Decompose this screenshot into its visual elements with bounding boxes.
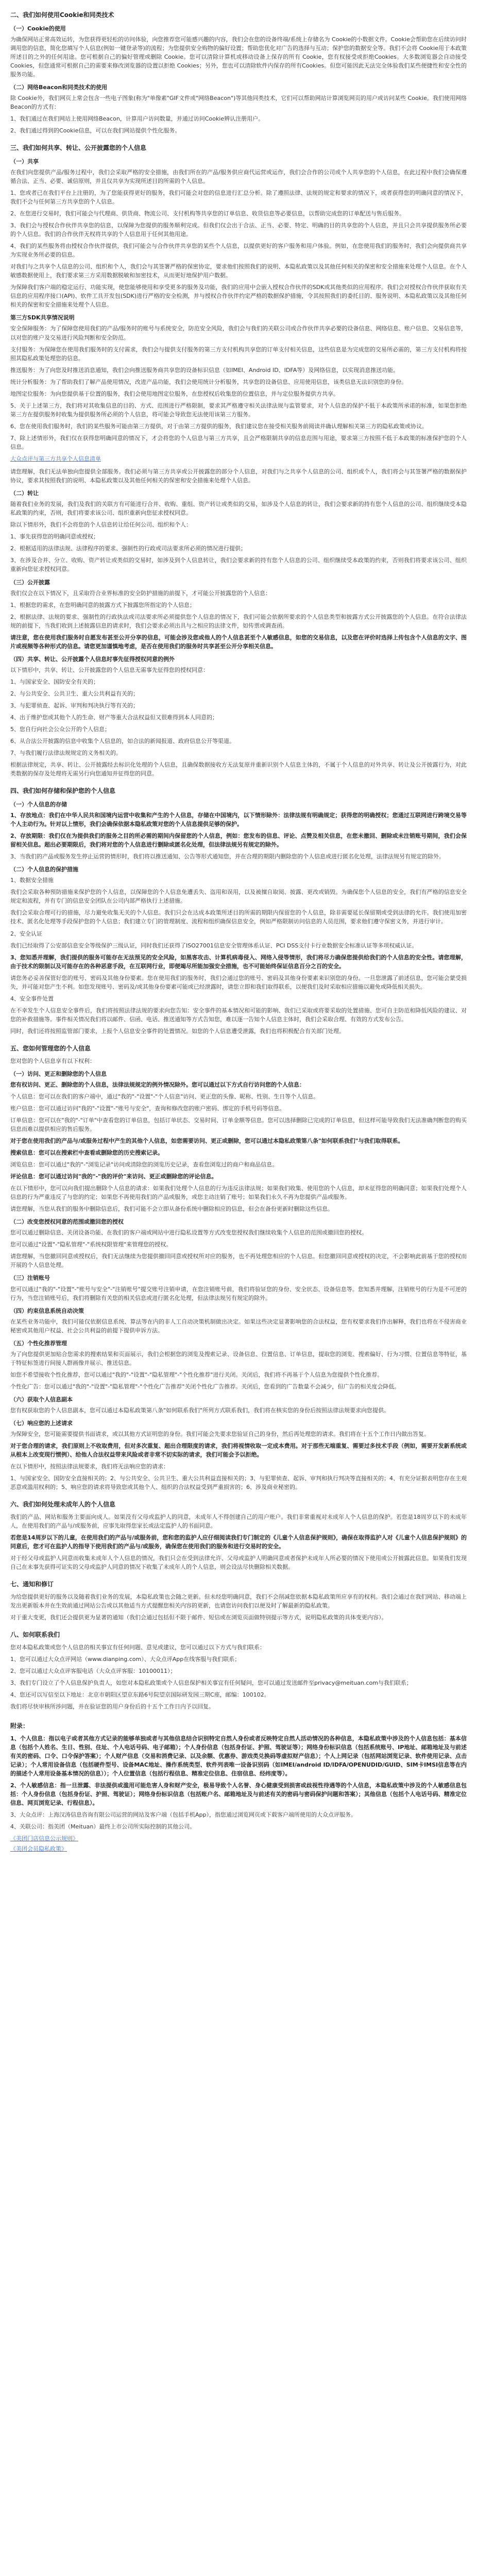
paragraph: 我们会采取各种预防措施来保护您的个人信息，以保障您的个人信息免遭丢失、盗用和误用，以及被擅自取阅、披露、更改或销毁。为确保您个人信息的安全，我们有严格的信息安全规定和流程，并有专门的信息安全团队在公司内部严格执行上述措施。: [10, 889, 467, 905]
subsection-title: 第三方SDK共享情况说明: [10, 314, 75, 321]
paragraph: 7、与我们履行法律法规规定的义务相关的。: [10, 750, 122, 757]
paragraph: 3、在涉及合并、分立、收购、资产转让或类似的交易时，如涉及到个人信息转让，我们会要求新的持有您个人信息的公司、组织继续受本政策的约束，否则我们将要求该公司、组织重新向您征求授权同意。: [10, 557, 467, 573]
subsection-title: （四）约束信息系统自动决策: [10, 1307, 84, 1314]
paragraph: 我们会采取合理可行的措施，尽力避免收集无关的个人信息。我们只会在达成本政策所述目的所需的期限内保留您的个人信息，除非需要延长保留期或受到法律的允许。我们使用加密技术、匿名化处理等手段保护您的个人信息；我们建立专门的管理制度、流程和组织确保信息安全，例如严格限制访问信息的人员范围，要求他们遵守保密义务，并进行审计。: [10, 909, 467, 925]
paragraph: 3、您知悉并理解，我们提供的服务可能存在无法预见的安全风险，如黑客攻击、计算机病毒侵入、网络入侵等情形，我们将尽力确保您提供给我们的个人信息的安全性。请您理解，由于技术的限制以及可能存在的各种恶意手段，在互联网行业，即便竭尽所能加强安全措施，也不可能始终保证信息百分之百的安全。: [10, 954, 467, 970]
paragraph: 1、您或者已在我们平台上注册的，为了您能获得更好的服务，我们可能会对您的信息进行汇总分析。除了遵照法律、法规的规定和要求的情况下，或者获得您的明确同意的情况下，我们不会与任何第三方共享您的个人信息。: [10, 189, 467, 205]
paragraph: 您有权访问、更正、删除您的个人信息，法律法规规定的例外情况除外。您可以通过以下方式自行访问您的个人信息：: [10, 1081, 305, 1088]
paragraph: 在某些业务功能中，我们可能仅依据信息系统、算法等在内的非人工自动决策机制做出决定。如果这些决定显著影响您的合法权益，您有权要求我们作出解释，我们也将在不侵害商业秘密或其他用户权益、社会公共利益的前提下提供申诉方法。: [10, 1318, 467, 1334]
paragraph: 请您理解，当您从我们的服务中删除信息后，我们可能不会立即从备份系统中删除相应的信息，但会在备份更新时删除这些信息。: [10, 1206, 333, 1213]
section-title: 二、我们如何使用Cookie和同类技术: [10, 11, 114, 19]
subsection-title: （三）公开披露: [10, 579, 50, 586]
paragraph: 为确保网站正常高效运转，为您获得更轻松的访问体验，向您推荐您可能感兴趣的内容，我们会在您的设备终端/系统上存储名为 Cookie的小数据文件。Cookie会帮助您在后续访问时调用您的信息，简化您填写个人信息(例如一键登录等)的流程；为您提供安全购物的偏好设置；帮助您优化对广告的选择与互动；保护您的数据安全等。我们不会将 Cookie用于本政策所述目的之外的任何用途。您可根据自己的偏好管理或删除 Cookie。您可以清除计算机或移动设备上保存的所有 Cookie，您有权接受或拒绝Cookies。大多数浏览器会自动接受Cookies，但您通常可根据自己的需要来修改浏览器的设置以拒绝 Cookies；另外，您也可以清除软件内保存的所有Cookies。但您可能因此无法完全体验我们某些便捷性和安全性的服务功能。: [10, 36, 467, 78]
paragraph: 以下情形中，共享、转让、公开披露您的个人信息无需事先征得您的授权同意：: [10, 666, 209, 673]
paragraph: 2、在您进行交易时，我们可能会与代理商、供货商、物流公司、支付机构等共享您的订单信息、收货信息等必要信息，以帮助完成您的订单配送与售后服务。: [10, 210, 405, 217]
paragraph: 5、关于上述第三方，我们将对其收集信息的目的、方式、范围进行严格限制，要求其严格遵守相关法律法规与监管要求，对个人信息的保护不低于本政策所承诺的标准，如果您拒绝第三方在提供服务时收集为提供服务所必须的个人信息，将可能会导致您无法使用该第三方服务。: [10, 402, 467, 418]
subsection-title: （六）获取个人信息副本: [10, 1396, 73, 1403]
section-title: 八、如何联系我们: [10, 1631, 60, 1639]
related-policy-link[interactable]: 《美团门店信息公示规则》: [10, 1835, 78, 1842]
paragraph: 为保障安全，您可能需要提供书面请求，或以其他方式证明您的身份。我们可能会先要求您验证自己的身份，然后再处理您的请求。我们将在十五个工作日内做出答复。: [10, 1431, 430, 1438]
paragraph: 除 Cookie外，我们网页上常会包含一些电子图象(称为"单像素"GIF文件或"网络Beacon")等其他同类技术，它们可以帮助网站计算浏览网页的用户或访问某些 Cookie。我们使用网络Beacon的方式有：: [10, 94, 467, 110]
paragraph: 在以下情形中，按照法律法规要求，我们将无法响应您的请求：: [10, 1463, 169, 1470]
paragraph: 1、我们通过在我们网站上使用网络Beacon，计算用户访问数量，并通过访问Cookie辨认注册用户。: [10, 115, 264, 123]
paragraph: 6、从合法公开披露的信息中收集个人信息的，如合法的新闻报道、政府信息公开等渠道。: [10, 738, 235, 745]
subsection-title: （七）响应您的上述请求: [10, 1420, 73, 1427]
paragraph: 个人信息：您可以在我们的客户端中，通过"我的"-"设置"-"个人信息"访问、更正您的头像、昵称、性别、生日等个人信息。: [10, 1093, 319, 1100]
paragraph: 对我们与之共享个人信息的公司、组织和个人，我们会与其签署严格的保密协定，要求他们按照我们的说明、本隐私政策以及其他任何相关的保密和安全措施来处理个人信息。在个人敏感数据使用上，我们要求第三方采用数据脱敏和加密技术，从而更好地保护用户数据。: [10, 263, 467, 279]
paragraph: 对于您在使用我们的产品与/或服务过程中产生的其他个人信息，如您需要访问、更正或删除，您可以通过本隐私政策第八条"如何联系我们"与我们取得联系。: [10, 1137, 404, 1144]
paragraph: 您有权获取您的个人信息副本，您可以通过本隐私政策第八条"如何联系我们"所列方式联系我们，我们将在核实您的身份后按照法律法规要求向您提供。: [10, 1407, 390, 1414]
section-title: 七、通知和修订: [10, 1581, 54, 1588]
paragraph: 我们的产品、网站和服务主要面向成人。如果没有父母或监护人的同意，未成年人不得创建自己的用户账户。我们非常重视对未成年人个人信息的保护。若您是18周岁以下的未成年人，在使用我们的产品与/或服务前，应事先取得您家长或法定监护人的书面同意。: [10, 1514, 467, 1530]
paragraph: 1、根据您的需求，在您明确同意的披露方式下披露您所指定的个人信息；: [10, 601, 195, 608]
paragraph: 对于重大变更，我们还会提供更为显著的通知（我们会通过包括但不限于邮件、短信或在浏览页面做特别提示等方式，说明隐私政策的具体变更内容）。: [10, 1614, 387, 1621]
subsection-title: （二）网络Beacon和同类技术的使用: [10, 83, 108, 91]
paragraph: 您对本隐私政策或您个人信息的相关事宜有任何问题、意见或建议，您可以通过以下方式与我们联系：: [10, 1643, 265, 1651]
paragraph: 请您务必妥善保管好您的账号、密码及其他身份要素。您在使用我们的服务时，我们会通过您的账号、密码及其他身份要素来识别您的身份。一旦您泄露了前述信息，您可能会蒙受损失，并可能对您产生不利。如您发现账号、密码及/或其他身份要素可能或已经泄露时，请您立即和我们取得联系，以便我们及时采取相应措施以避免或降低相关损失。: [10, 974, 467, 990]
paragraph: 4、出于维护您或其他个人的生命、财产等重大合法权益但又很难得到本人同意的；: [10, 714, 218, 721]
paragraph: 浏览信息：您可以通过"我的"-"浏览记录"访问或清除您的浏览历史记录，查看您浏览过的商户和商品信息。: [10, 1161, 278, 1168]
section-title: 六、我们如何处理未成年人的个人信息: [10, 1501, 116, 1509]
paragraph: 根据法律规定，共享、转让、公开披露经去标识化处理的个人信息，且确保数据接收方无法复原并重新识别个人信息主体的，不属于个人信息的对外共享、转让及公开披露行为，对此类数据的保存及处理将无需另行向您通知并征得您的同意。: [10, 761, 467, 777]
paragraph: 除以下情形外，我们不会将您的个人信息转让给任何公司、组织和个人：: [10, 521, 192, 529]
paragraph: 2、根据适用的法律法规、法律程序的要求、强制性的行政或司法要求所必须的情况进行提供；: [10, 545, 246, 552]
paragraph: 若您是14周岁以下的儿童，在使用我们的产品与/或服务前，您和您的监护人应仔细阅读我们专门制定的《儿童个人信息保护规则》，确保在取得监护人对《儿童个人信息保护规则》的同意后，您才可在监护人的指导下使用我们的产品与/或服务，确保您在使用我们的服务和进行交易时的安全。: [10, 1534, 467, 1550]
subsection-title: （一）访问、更正和删除您的个人信息: [10, 1070, 107, 1077]
paragraph: 在我们向您提供产品/服务过程中，我们会采取严格的安全措施，由我们所在的产品/服务供应商代运营或运作，我们会合作的公司或个人共享您的个人信息，在此过程中我们会确保遵循合法、正当、必要、诚信原则，并且仅共享为实现所述目的所需的个人信息。: [10, 168, 467, 184]
paragraph: 1、与国家安全、国防安全有关的；: [10, 678, 99, 685]
appendix-item: 2、个人敏感信息：指一旦泄露、非法提供或滥用可能危害人身和财产安全，极易导致个人名誉、身心健康受到损害或歧视性待遇等的个人信息，本隐私政策中涉及的个人敏感信息包括：个人身份信息（包括身份证、护照、驾驶证）；网络身份标识信息（包括账户名、邮箱地址及与前述有关的密码与密码保护问题和答案）；其他信息（包括个人电话号码、精准定位信息、网页浏览记录、行程信息）。: [10, 1782, 467, 1806]
paragraph: 您可以通过"我的"-"设置"-"账号与安全"-"注销账号"提交账号注销申请，在您注销账号前，我们将验证您的身份、安全状态、设备信息等。您知悉并理解，注销账号的行为是不可逆的行为，当您注销账号后，我们将删除有关您的相关信息或进行匿名化处理，但法律法规另有规定的除外。: [10, 1285, 467, 1301]
paragraph: 为了向您提供更加贴合您需求的搜索结果和页面展示，我们会根据您的浏览及搜索记录、设备信息、位置信息、订单信息，提取您的浏览、搜索偏好、行为习惯、位置信息等特征，基于特征标签进行间接人群画像并展示、推送信息。: [10, 1350, 467, 1366]
paragraph: 4、您还可以写信至以下地址：北京市朝阳区望京东路6号院望京国际研发园三期C座，邮编：100102。: [10, 1691, 270, 1698]
appendix-item: 1、个人信息：指以电子或者其他方式记录的能够单独或者与其他信息结合识别特定自然人身份或者反映特定自然人活动情况的各种信息，本隐私政策中涉及的个人信息包括：基本信息（包括个人姓名、生日、性别、住址、个人电话号码、电子邮箱）；个人身份信息（包括身份证、护照、驾驶证等）；网络身份标识信息（包括系统账号、IP地址、邮箱地址及与前述有关的密码、口令、口令保护答案）；个人财产信息（交易和消费记录、以及余额、优惠券、游戏类兑换码等虚拟财产信息）；个人上网记录（包括网站浏览记录、软件使用记录、点击记录）；个人常用设备信息（包括硬件型号、设备MAC地址、操作系统类型、软件列表唯一设备识别码（如IMEI/android ID/IDFA/OPENUDID/GUID、SIM卡IMSI信息等在内的描述个人常用设备基本情况的信息））；个人位置信息（包括行程信息、精准定位信息、住宿信息、经纬度等）。: [10, 1735, 467, 1777]
paragraph: 在以下情形中，您可以向我们提出删除个人信息的请求：如果我们处理个人信息的行为违反法律法规；如果我们收集、使用您的个人信息，却未征得您的明确同意；如果我们处理个人信息的行为严重违反了与您的约定；如果您不再使用我们的产品或服务，或您主动注销了账号；如果我们永久不再为您提供产品或服务。: [10, 1185, 467, 1201]
subsection-title: （一）Cookie的使用: [10, 25, 66, 32]
paragraph: 1、存放地点：我们在中华人民共和国境内运营中收集和产生的个人信息，存储在中国境内，以下情形除外：法律法规有明确规定；获得您的明确授权；您通过互联网进行跨境交易等个人主动行为。针对以上情形，我们会确保依据本隐私政策对您的个人信息提供足够的保护。: [10, 812, 467, 828]
paragraph: 请注意，您在使用我们服务时自愿发布甚至公开分享的信息，可能会涉及您或他人的个人信息甚至个人敏感信息，如您的交易信息，以及您在评价时选择上传包含个人信息的文字、图片或视频等各种形式的信息。请您更加谨慎地考虑，是否在使用我们的服务时共享甚至公开分享相关信息。: [10, 634, 467, 650]
subsection-title: （一）共享: [10, 158, 39, 165]
paragraph: 7、除上述情形外，我们仅在获得您明确同意的情况下，才会将您的个人信息与第三方共享，且会严格限制共享的信息范围与用途，要求第三方按照不低于本政策的标准保护您的个人信息。: [10, 434, 467, 450]
paragraph: 评论信息：您可以通过访问"我的"-"我的评价"来访问、更正或删除您的评论信息。: [10, 1173, 217, 1180]
paragraph: 3、当我们的产品或服务发生停止运营的情形时，我们将以推送通知、公告等形式通知您，并在合理的期限内删除您的个人信息或进行匿名化处理，法律法规另有规定的除外。: [10, 853, 445, 860]
paragraph: 5、您自行向社会公众公开的个人信息；: [10, 726, 110, 733]
subsection-title: （三）注销账号: [10, 1275, 50, 1282]
paragraph: 您可以通过删除信息、关闭设备功能、在我们的客户端或网站中进行隐私设置等方式改变您授权我们继续收集个人信息的范围或撤回您的授权。: [10, 1229, 367, 1236]
paragraph: 统计分析服务：为了帮助我们了解产品使用情况，改进产品功能，我们会使用统计分析服务，共享您的设备信息、应用使用信息，该类信息无法识别您的身份。: [10, 378, 407, 385]
third-party-list-link[interactable]: 大众点评与第三方共享个人信息清单: [10, 455, 101, 463]
paragraph: 3、我们会与授权合作伙伴共享您的信息，以保障为您提供的服务顺利完成。但我们仅会出于合法、正当、必要、特定、明确的目的共享您的个人信息，并且只会共享提供服务所必要的个人信息。我们的合作伙伴无权将共享的个人信息用于任何其他用途。: [10, 222, 467, 238]
appendix-title: 附录：: [10, 1722, 29, 1730]
paragraph: 我们已经取得了公安部信息安全等级保护三级认证，同时我们还获得了ISO27001信息安全管理体系认证、PCI DSS支付卡行业数据安全标准认证等多项权威认证。: [10, 942, 418, 949]
paragraph: 随着我们业务的发展，我们及我们的关联方有可能进行合并、收购、重组、资产转让或类似的交易，如涉及个人信息的转让，我们会要求新的持有您个人信息的公司、组织继续受本隐私政策的约束，否则，我们将要求该公司、组织重新向您征求授权同意。: [10, 501, 467, 517]
paragraph: 我们仅会在以下情况下，且采取符合业界标准的安全防护措施的前提下，才可能公开披露您的个人信息：: [10, 589, 271, 597]
paragraph: 1、您可以通过大众点评网站（www.dianping.com）、大众点评App在线客服与我们联系；: [10, 1655, 241, 1663]
paragraph: 6、您在使用我们服务时，我们的某些服务可能由第三方提供，对于由第三方提供的服务，我们建议您在接受相关服务前阅读并确认理解相关第三方的隐私政策或协议。: [10, 422, 428, 430]
paragraph: 账户信息：您可以通过访问"我的"-"设置"-"账号与安全"，查询和修改您的账户密码、绑定的手机号码等信息。: [10, 1105, 285, 1112]
appendix-item: 4、关联公司：指美团（Meituan）最终上市公司所实际控制的其他公司。: [10, 1823, 196, 1830]
paragraph: 订单信息：您可以在"我的"-"订单"中查看您的订单信息，包括订单状态、交易时间、订单金额等信息。您可以选择删除已完成的订单信息，但这样可能导致我们无法准确判断您的购买信息而难以提供相应的售后服务。: [10, 1116, 467, 1132]
paragraph: 1、与国家安全、国防安全直接相关的；2、与公共安全、公共卫生、重大公共利益直接相关的；3、与犯罪侦查、起诉、审判和执行判决等直接相关的；4、有充分证据表明您存在主观恶意或滥用权利的；5、响应您的请求将导致您或其他个人、组织的合法权益受到严重损害的；6、涉及商业秘密的。: [10, 1475, 467, 1491]
paragraph: 支付服务：为保障您在使用我们服务时的支付需求，我们会与提供支付服务的第三方支付机构共享您的订单支付相关信息，这些信息是为完成您的交易所必需的，第三方支付机构将按照其隐私政策处理您的信息。: [10, 346, 467, 362]
paragraph: 安全保障服务：为了保障您使用我们的产品/服务时的账号与系统安全，防范安全风险，我们会与我们的关联公司或合作伙伴共享必要的设备信息、网络信息、账户信息、交易信息等，以对您的账户及交易进行风险判断和安全防范。: [10, 325, 467, 341]
subsection-title: （二）改变您授权同意的范围或撤回您的授权: [10, 1218, 124, 1226]
paragraph: 2、您可以通过大众点评客服电话（大众点评客服：10100011）；: [10, 1667, 176, 1674]
subsection-title: （四）共享、转让、公开披露个人信息时事先征得授权同意的例外: [10, 655, 175, 663]
privacy-policy-document: [10, 0, 467, 1853]
paragraph: 2、根据法律、法规的要求、强制性的行政执法或司法要求所必须提供您个人信息的情况下，我们可能会依据所要求的个人信息类型和披露方式公开披露您的个人信息。在符合法律法规的前提下，当我们收到上述披露信息的请求时，我们会要求必须出具与之相应的法律文件，如传票或调查函。: [10, 613, 467, 629]
paragraph: 3、我们专门设立了个人信息保护负责人，如您对本隐私政策或个人信息保护相关事宜有任何疑问，您可以通过发送邮件至privacy@meituan.com与我们联系；: [10, 1679, 412, 1686]
subsection-title: （一）个人信息的存储: [10, 801, 67, 808]
paragraph: 1、事先获得您的明确同意或授权；: [10, 533, 99, 540]
paragraph: 对于经父母或监护人同意而收集未成年人个人信息的情况，我们只会在受到法律允许、父母或监护人明确同意或者保护未成年人所必要的情况下使用或公开披露此信息。如果我们发现自己在未事先获得可证实的父母或监护人同意的情况下收集了未成年人的个人信息，则会设法尽快删除相关数据。: [10, 1555, 467, 1571]
paragraph: 请您理解，当您撤回同意或授权后，我们无法继续为您提供撤回同意或授权所对应的服务，也不再处理您相应的个人信息。但您撤回同意或授权的决定，不会影响此前基于您的授权而开展的个人信息处理。: [10, 1253, 467, 1269]
paragraph: 2、存放期限：我们仅在为提供我们的服务之目的所必需的期间内保留您的个人信息，例如：您发布的信息、评论、点赞及相关信息，在您未撤回、删除或未注销账号期间，我们会保留相关信息。超出必要期限后，我们将对您的个人信息进行删除或匿名化处理，但法律法规另有规定的除外。: [10, 833, 467, 849]
paragraph: 请您理解，我们无法单独向您提供全部服务。我们必须与第三方共享或公开披露您的部分个人信息，对我们与之共享个人信息的公司、组织或个人，我们将会与其签署严格的数据保护协议，要求其按照我们的说明、本隐私政策以及其他任何相关的保密和安全措施来处理个人信息。: [10, 468, 467, 484]
paragraph: 2、安全认证: [10, 930, 42, 937]
paragraph: 为保障我们客户端的稳定运行、功能实现，使您能够使用和享受更多的服务及功能，我们的应用中会嵌入授权合作伙伴的SDK或其他类似的应用程序。我们会对授权合作伙伴获取有关信息的应用程序接口(API)、软件工具开发包(SDK)进行严格的安全检测，并与授权合作伙伴约定严格的数据保护措施，令其按照我们的委托目的、服务说明、本隐私政策以及其他任何相关的保密和安全措施来处理个人信息。: [10, 284, 467, 309]
paragraph: 推送服务：为了向您及时推送消息通知，我们会向推送服务商共享您的设备标识信息（如IMEI、Android ID、IDFA等）及网络信息，以实现消息推送功能。: [10, 366, 399, 374]
paragraph: 个性化广告：您可以通过"我的"-"设置"-"隐私管理"-"个性化广告推荐"关闭个性化广告推荐。关闭后，您看到的广告数量不会减少，但广告的相关度会降低。: [10, 1383, 400, 1390]
subsection-title: （二）个人信息的保护措施: [10, 866, 78, 873]
paragraph: 您对您的个人信息享有以下权利：: [10, 1057, 95, 1064]
paragraph: 4、安全事件处置: [10, 995, 54, 1002]
section-title: 四、我们如何存储和保护您的个人信息: [10, 787, 116, 795]
paragraph: 2、与公共安全、公共卫生、重大公共利益有关的；: [10, 690, 139, 697]
section-title: 五、您如何管理您的个人信息: [10, 1045, 91, 1052]
related-policy-link[interactable]: 《美团会员隐私政策》: [10, 1845, 67, 1853]
paragraph: 如您不希望接收个性化推荐，您可以通过"我的"-"设置"-"隐私管理"-"个性化推荐"进行关闭。关闭后，我们将不再基于个人信息为您提供个性化推荐。: [10, 1371, 383, 1378]
section-title: 三、我们如何共享、转让、公开披露您的个人信息: [10, 144, 147, 152]
paragraph: 4、我们的某些服务将由授权合作伙伴提供，我们可能会与合作伙伴共享您的某些个人信息，以提供更好的客户服务和用户体验。例如，在您使用我们的服务时，我们会向提供商共享为实现业务所必要的信息。: [10, 243, 467, 259]
paragraph: 地图定位服务：为向您提供基于位置的服务，我们会使用地图定位服务，在您授权后收集您的位置信息，并与定位服务提供方共享。: [10, 390, 339, 397]
paragraph: 对于您合理的请求，我们原则上不收取费用，但对多次重复、超出合理限度的请求，我们将视情收取一定成本费用。对于那些无端重复、需要过多技术手段（例如，需要开发新系统或从根本上改变现行惯例）、给他人合法权益带来风险或者非常不切实际的请求，我们可能会予以拒绝。: [10, 1443, 467, 1459]
paragraph: 同时，我们还将按照监管部门要求，上报个人信息安全事件的处置情况。如您的个人信息遭受泄露，我们也将积极配合有关部门处理。: [10, 1027, 345, 1035]
subsection-title: （五）个性化推荐管理: [10, 1340, 67, 1347]
paragraph: 为给您提供更好的服务以及随着我们业务的发展，本隐私政策也会随之更新。但未经您明确同意，我们不会削减您依据本隐私政策所应享有的权利。我们会通过在我们网站、移动端上发出更新版本并在生效前通过网站公告或以其他适当方式提醒您相关内容的更新，也请您访问我们以便及时了解最新的隐私政策。: [10, 1593, 467, 1609]
subsection-title: （二）转让: [10, 490, 39, 497]
paragraph: 您可以通过"设置"-"隐私管理"-"系统权限管理"来管理您的授权。: [10, 1241, 172, 1248]
appendix-item: 3、大众点评：上海汉涛信息咨询有限公司运营的网站及客户端（包括手机App），指您通过浏览网页或下载客户端所使用的大众点评服务。: [10, 1811, 356, 1818]
paragraph: 搜索信息：您可以在搜索栏中查看或删除您的历史搜索记录。: [10, 1149, 163, 1156]
paragraph: 2、我们通过得到的Cookie信息，可以在我们网站提供个性化服务。: [10, 127, 181, 134]
paragraph: 3、与犯罪侦查、起诉、审判和判决执行等有关的；: [10, 702, 139, 709]
paragraph: 1、数据安全措施: [10, 877, 54, 884]
paragraph: 我们将尽快审核所涉问题，并在验证您的用户身份后的十五个工作日内予以回复。: [10, 1703, 214, 1710]
paragraph: 在不幸发生个人信息安全事件后，我们将按照法律法规的要求向您告知：安全事件的基本情况和可能的影响、我们已采取或将要采取的处置措施、您可自主防范和降低风险的建议、对您的补救措施等。事件相关情况我们将以邮件、信函、电话、推送通知等方式告知您，难以逐一告知个人信息主体时，我们会采取合理、有效的方式发布公告。: [10, 1007, 467, 1023]
